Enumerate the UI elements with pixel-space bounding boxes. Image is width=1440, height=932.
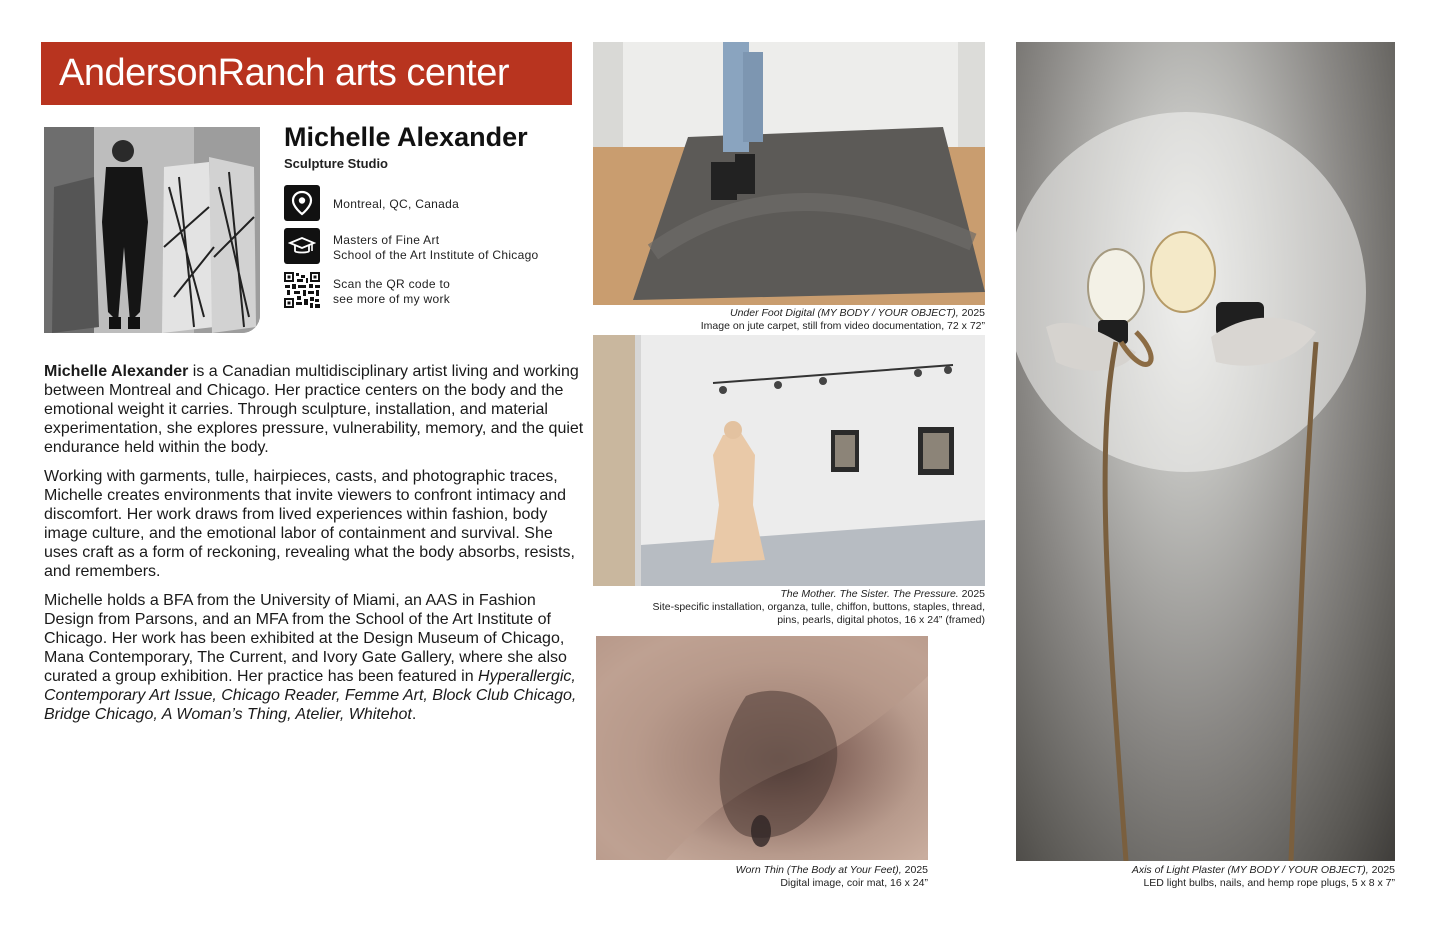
caption-title-line [593, 588, 985, 601]
artist-bio [44, 362, 584, 734]
brand-name: AndersonRanch [59, 52, 326, 94]
caption-axis-of-light [1016, 864, 1395, 890]
graduation-cap-icon [284, 228, 320, 264]
work-year: 2025 [1368, 864, 1395, 876]
bio-p3-end: . [411, 706, 417, 723]
degree-line-2: School of the Art Institute of Chicago [333, 248, 539, 262]
work-details-line-1: Site-specific installation, organza, tulle, chiffon, buttons, staples, thread, [652, 601, 985, 613]
work-details: LED light bulbs, nails, and hemp rope plugs, 5 x 8 x 7” [1143, 877, 1395, 889]
bio-paragraph-2: Working with garments, tulle, hairpieces, casts, and photographic traces, Michelle creates environments that invite viewers to confront intimacy and discomfort. Her work draws from lived experiences within fashion, body image culture, and the emotional labor of containment and survival. She uses craft as a form of reckoning, revealing what the body absorbs, resists, and remembers. [44, 468, 575, 580]
work-details: Image on jute carpet, still from video documentation, 72 x 72” [700, 320, 985, 332]
degree-line-1: Masters of Fine Art [333, 233, 440, 247]
artist-studio: Sculpture Studio [284, 156, 388, 171]
caption-title-line [593, 307, 985, 320]
work-details: Digital image, coir mat, 16 x 24” [780, 877, 928, 889]
work-title: Axis of Light Plaster (MY BODY / YOUR OBJECT), [1131, 864, 1369, 876]
bio-p1-text: is a Canadian multidisciplinary artist living and working between Montreal and Chicago. Her practice centers on the body and the emotional weight it carries. Through sculpture, installation, and material experimentation, she explores pressure, vulnerability, memory, and the quiet endurance held within the body. [44, 363, 584, 456]
artist-portrait [44, 127, 260, 333]
bio-artist-name: Michelle Alexander [44, 363, 189, 380]
work-year: 2025 [901, 864, 928, 876]
caption-under-foot-digital [593, 307, 985, 333]
location-pin-icon [284, 185, 320, 221]
qr-line-1: Scan the QR code to [333, 277, 451, 291]
bio-publications: Hyperallergic, Contemporary Art Issue, Chicago Reader, Femme Art, Block Club Chicago, Bridge Chicago, A Woman’s Thing, Atelier, Whitehot [44, 668, 577, 723]
work-year: 2025 [958, 307, 985, 319]
caption-worn-thin [596, 864, 928, 890]
qr-code-icon[interactable] [284, 272, 320, 308]
caption-title-line [1016, 864, 1395, 877]
brand-subtitle: arts center [335, 52, 510, 94]
qr-instructions [333, 277, 450, 307]
work-year: 2025 [958, 588, 985, 600]
caption-the-mother [593, 588, 985, 627]
caption-title-line [596, 864, 928, 877]
artist-name: Michelle Alexander [284, 122, 528, 152]
artwork-image-under-foot-digital [593, 42, 985, 305]
bio-paragraph-1 [44, 362, 584, 457]
qr-line-2: see more of my work [333, 292, 451, 306]
bio-paragraph-3 [44, 591, 584, 724]
artist-location: Montreal, QC, Canada [333, 197, 460, 211]
artist-education [333, 233, 539, 263]
artwork-image-the-mother [593, 335, 985, 586]
work-title: The Mother. The Sister. The Pressure. [780, 588, 959, 600]
artwork-image-worn-thin [596, 636, 928, 860]
brand-banner [41, 42, 572, 105]
work-title: Worn Thin (The Body at Your Feet), [735, 864, 902, 876]
bio-p3-text: Michelle holds a BFA from the University of Miami, an AAS in Fashion Design from Parsons, and an MFA from the School of the Art Institute of Chicago. Her work has been exhibited at the Design Museum of Chicago, Mana Contemporary, The Current, and Ivory Gate Gallery, where she also curated a group exhibition. Her practice has been featured in [44, 592, 567, 685]
work-details-line-2: pins, pearls, digital photos, 16 x 24” (framed) [777, 614, 985, 626]
work-title: Under Foot Digital (MY BODY / YOUR OBJECT), [729, 307, 959, 319]
artwork-image-axis-of-light [1016, 42, 1395, 861]
